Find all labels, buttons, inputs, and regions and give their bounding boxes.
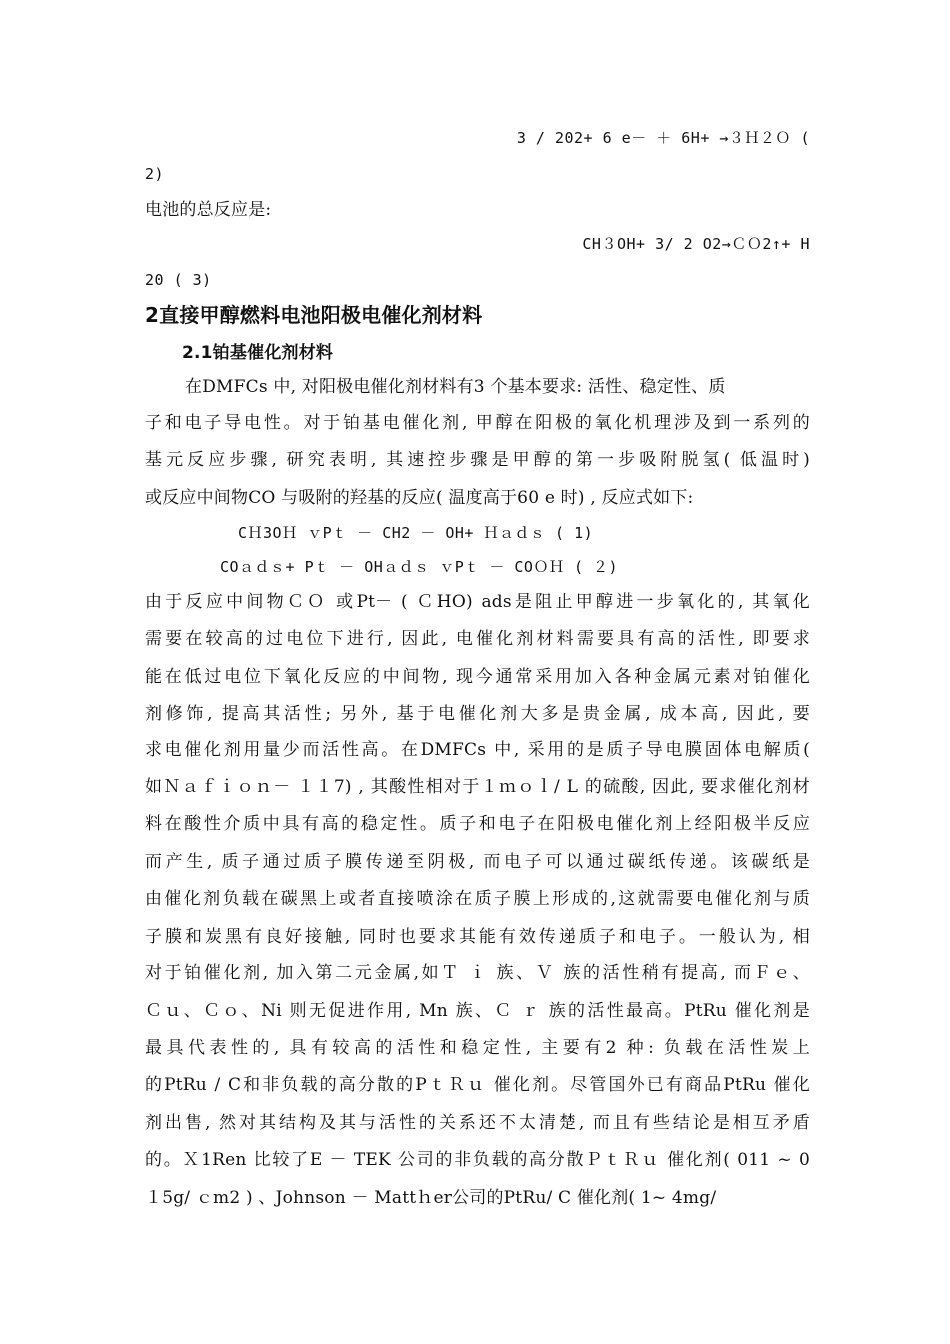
paragraph-line: 能在低过电位下氧化反应的中间物, 现今通常采用加入各种金属元素对铂催化 xyxy=(145,667,810,687)
paragraph-line: 如Ｎａｆｉｏｎ－ １１7) , 其酸性相对于１ｍｏｌ/ L 的硫酸, 因此, 要求催化剂材 xyxy=(145,777,810,797)
paragraph-line: 在DMFCs 中, 对阳极电催化剂材料有3 个基本要求: 活性、稳定性、质 xyxy=(185,377,726,397)
paragraph-line: 子和电子导电性。对于铂基电催化剂, 甲醇在阳极的氧化机理涉及到一系列的 xyxy=(145,413,810,433)
paragraph-line: 料在酸性介质中具有高的稳定性。质子和电子在阳极电催化剂上经阳极半反应 xyxy=(145,814,810,834)
paragraph-line: 子膜和炭黑有良好接触, 同时也要求其能有效传递质子和电子。一般认为, 相 xyxy=(145,927,810,947)
paragraph-line: 或反应中间物CO 与吸附的羟基的反应( 温度高于60 e 时) , 反应式如下: xyxy=(145,488,694,508)
equation-number-line: 2) xyxy=(145,165,165,183)
paragraph-line: 对于铂催化剂, 加入第二元金属,如Ｔ ｉ 族、Ｖ 族的活性稍有提高, 而Ｆｅ、 xyxy=(145,963,810,983)
equation-cathode-line: 3 / 202+ 6 e－ ＋ 6H+ →３Ｈ２Ｏ ( xyxy=(516,129,810,147)
subsection-heading: 2.1铂基催化剂材料 xyxy=(182,343,334,363)
paragraph-line: 剂出售, 然对其结构及其与活性的关系还不太清楚, 而且有些结论是相互矛盾 xyxy=(145,1113,810,1133)
section-heading: 2直接甲醇燃料电池阳极电催化剂材料 xyxy=(145,303,483,327)
equation-line: COａｄｓ+ Pｔ － OHａｄｓ ｖPｔ － COＯＨ ( ２) xyxy=(220,558,619,576)
paragraph-line: 最具代表性的, 具有较高的活性和稳定性, 主要有2 种: 负载在活性炭上 xyxy=(145,1038,810,1058)
paragraph-line: 由催化剂负载在碳黑上或者直接喷涂在质子膜上形成的,这就需要电催化剂与质 xyxy=(145,889,810,909)
equation-line: CＨ3OＨ ｖPｔ － CH2 － OH+ Ｈａｄｓ ( 1) xyxy=(238,524,594,542)
paragraph-line: 而产生, 质子通过质子膜传递至阴极, 而电子可以通过碳纸传递。该碳纸是 xyxy=(145,852,810,872)
paragraph-line: １5g/ ｃm2 ) 、Johnson － Mattｈer公司的PtRu/ C 催化剂( 1~ 4mg/ xyxy=(145,1188,717,1208)
paragraph-line: 的PtRu / C和非负载的高分散的PｔＲｕ 催化剂。尽管国外已有商品PtRu 催化 xyxy=(145,1075,810,1095)
paragraph-line: Ｃｕ、Ｃｏ、Ni 则无促进作用, Mn 族、Ｃ ｒ 族的活性最高。PtRu 催化剂是 xyxy=(145,1001,810,1021)
paragraph-line: 剂修饰, 提高其活性; 另外, 基于电催化剂大多是贵金属, 成本高, 因此, 要 xyxy=(145,704,810,724)
paragraph-line: 需要在较高的过电位下进行, 因此, 电催化剂材料需要具有高的活性, 即要求 xyxy=(145,629,810,649)
paragraph-line: 求电催化剂用量少而活性高。在DMFCs 中, 采用的是质子导电膜固体电解质( xyxy=(145,740,810,760)
paragraph-line: 的。Ｘ1Ren 比较了E － TEK 公司的非负载的高分散ＰｔＲｕ 催化剂( 011 ~ 0 xyxy=(145,1150,810,1170)
text-line: 电池的总反应是: xyxy=(145,200,272,220)
equation-number-line: 20 ( 3) xyxy=(145,271,212,289)
paragraph-line: 由于反应中间物ＣＯ 或Pt－ ( ＣHO) ads是阻止甲醇进一步氧化的, 其氧化 xyxy=(145,592,810,612)
paragraph-line: 基元反应步骤, 研究表明, 其速控步骤是甲醇的第一步吸附脱氢( 低温时) xyxy=(145,450,810,470)
equation-overall-line: CH３OH+ 3/ 2 O2→ＣＯ2↑+ H xyxy=(582,235,810,253)
